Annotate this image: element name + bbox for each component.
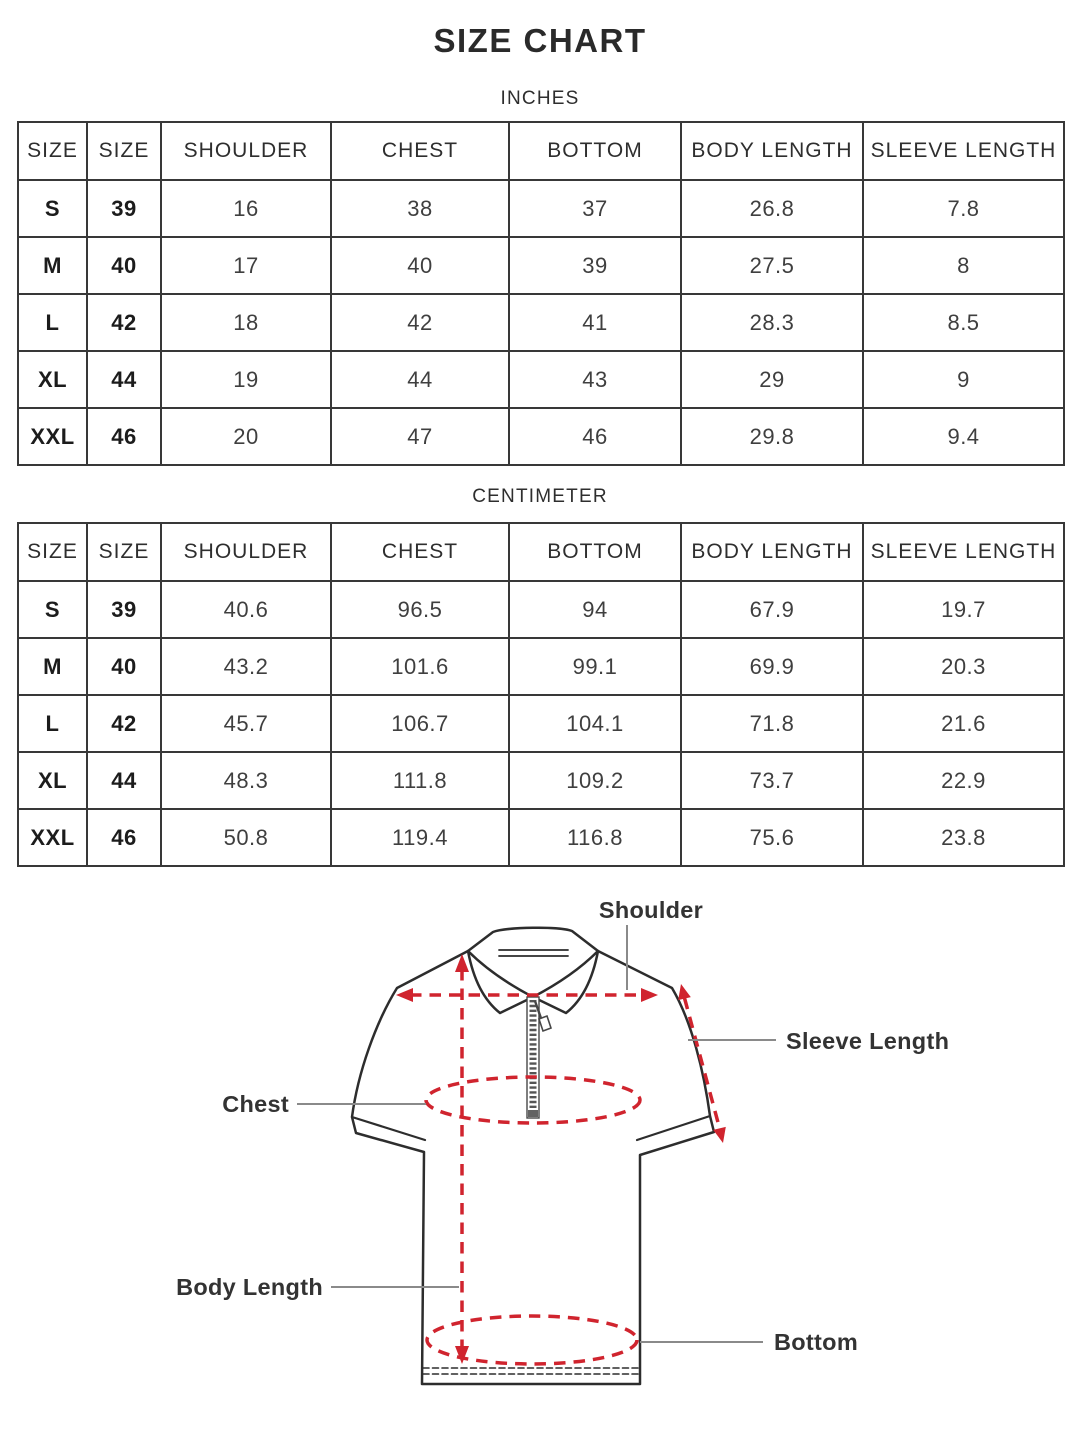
value-cell: 18 (161, 294, 331, 351)
size-cell: L (18, 294, 87, 351)
size-num-cell: 42 (87, 294, 161, 351)
header-cell: SHOULDER (161, 122, 331, 180)
value-cell: 38 (331, 180, 509, 237)
header-cell: BODY LENGTH (681, 523, 863, 581)
value-cell: 111.8 (331, 752, 509, 809)
header-cell: SLEEVE LENGTH (863, 122, 1064, 180)
header-cell: BOTTOM (509, 122, 681, 180)
size-cell: S (18, 581, 87, 638)
size-num-cell: 39 (87, 581, 161, 638)
size-num-cell: 44 (87, 351, 161, 408)
value-cell: 99.1 (509, 638, 681, 695)
size-num-cell: 40 (87, 237, 161, 294)
value-cell: 106.7 (331, 695, 509, 752)
size-cell: M (18, 237, 87, 294)
size-cell: S (18, 180, 87, 237)
value-cell: 23.8 (863, 809, 1064, 866)
value-cell: 19 (161, 351, 331, 408)
value-cell: 43.2 (161, 638, 331, 695)
header-cell: SIZE (87, 523, 161, 581)
header-cell: BODY LENGTH (681, 122, 863, 180)
value-cell: 67.9 (681, 581, 863, 638)
value-cell: 39 (509, 237, 681, 294)
size-cell: XXL (18, 809, 87, 866)
zipper-stop (528, 1110, 538, 1117)
value-cell: 73.7 (681, 752, 863, 809)
size-cell: XL (18, 752, 87, 809)
value-cell: 22.9 (863, 752, 1064, 809)
value-cell: 21.6 (863, 695, 1064, 752)
value-cell: 50.8 (161, 809, 331, 866)
value-cell: 104.1 (509, 695, 681, 752)
value-cell: 94 (509, 581, 681, 638)
header-cell: SIZE (18, 523, 87, 581)
value-cell: 26.8 (681, 180, 863, 237)
inches-section-label: INCHES (500, 88, 580, 109)
header-cell: CHEST (331, 122, 509, 180)
header-cell: SLEEVE LENGTH (863, 523, 1064, 581)
size-cell: M (18, 638, 87, 695)
arrowhead-sleeve-top (678, 984, 691, 1000)
value-cell: 17 (161, 237, 331, 294)
value-cell: 42 (331, 294, 509, 351)
size-num-cell: 40 (87, 638, 161, 695)
header-cell: SIZE (87, 122, 161, 180)
sleeve-length-label: Sleeve Length (786, 1028, 950, 1054)
value-cell: 119.4 (331, 809, 509, 866)
value-cell: 37 (509, 180, 681, 237)
value-cell: 44 (331, 351, 509, 408)
size-cell: L (18, 695, 87, 752)
chest-label: Chest (222, 1091, 289, 1117)
size-num-cell: 39 (87, 180, 161, 237)
value-cell: 20.3 (863, 638, 1064, 695)
value-cell: 43 (509, 351, 681, 408)
value-cell: 46 (509, 408, 681, 465)
value-cell: 16 (161, 180, 331, 237)
value-cell: 96.5 (331, 581, 509, 638)
header-cell: CHEST (331, 523, 509, 581)
page-title: SIZE CHART (433, 22, 647, 59)
value-cell: 41 (509, 294, 681, 351)
value-cell: 29 (681, 351, 863, 408)
body-length-label: Body Length (176, 1274, 323, 1300)
size-num-cell: 44 (87, 752, 161, 809)
value-cell: 101.6 (331, 638, 509, 695)
value-cell: 109.2 (509, 752, 681, 809)
value-cell: 40 (331, 237, 509, 294)
value-cell: 19.7 (863, 581, 1064, 638)
value-cell: 69.9 (681, 638, 863, 695)
value-cell: 28.3 (681, 294, 863, 351)
value-cell: 8 (863, 237, 1064, 294)
size-num-cell: 46 (87, 809, 161, 866)
arrowhead-sleeve-bottom (713, 1127, 726, 1143)
header-cell: BOTTOM (509, 523, 681, 581)
value-cell: 48.3 (161, 752, 331, 809)
value-cell: 116.8 (509, 809, 681, 866)
value-cell: 9.4 (863, 408, 1064, 465)
value-cell: 9 (863, 351, 1064, 408)
value-cell: 29.8 (681, 408, 863, 465)
value-cell: 75.6 (681, 809, 863, 866)
value-cell: 47 (331, 408, 509, 465)
header-cell: SIZE (18, 122, 87, 180)
centimeter-section-label: CENTIMETER (472, 486, 608, 507)
size-num-cell: 42 (87, 695, 161, 752)
size-cell: XXL (18, 408, 87, 465)
value-cell: 71.8 (681, 695, 863, 752)
value-cell: 40.6 (161, 581, 331, 638)
size-num-cell: 46 (87, 408, 161, 465)
value-cell: 45.7 (161, 695, 331, 752)
value-cell: 7.8 (863, 180, 1064, 237)
bottom-label: Bottom (774, 1329, 859, 1355)
value-cell: 20 (161, 408, 331, 465)
shoulder-label: Shoulder (598, 897, 704, 923)
value-cell: 27.5 (681, 237, 863, 294)
size-cell: XL (18, 351, 87, 408)
value-cell: 8.5 (863, 294, 1064, 351)
header-cell: SHOULDER (161, 523, 331, 581)
